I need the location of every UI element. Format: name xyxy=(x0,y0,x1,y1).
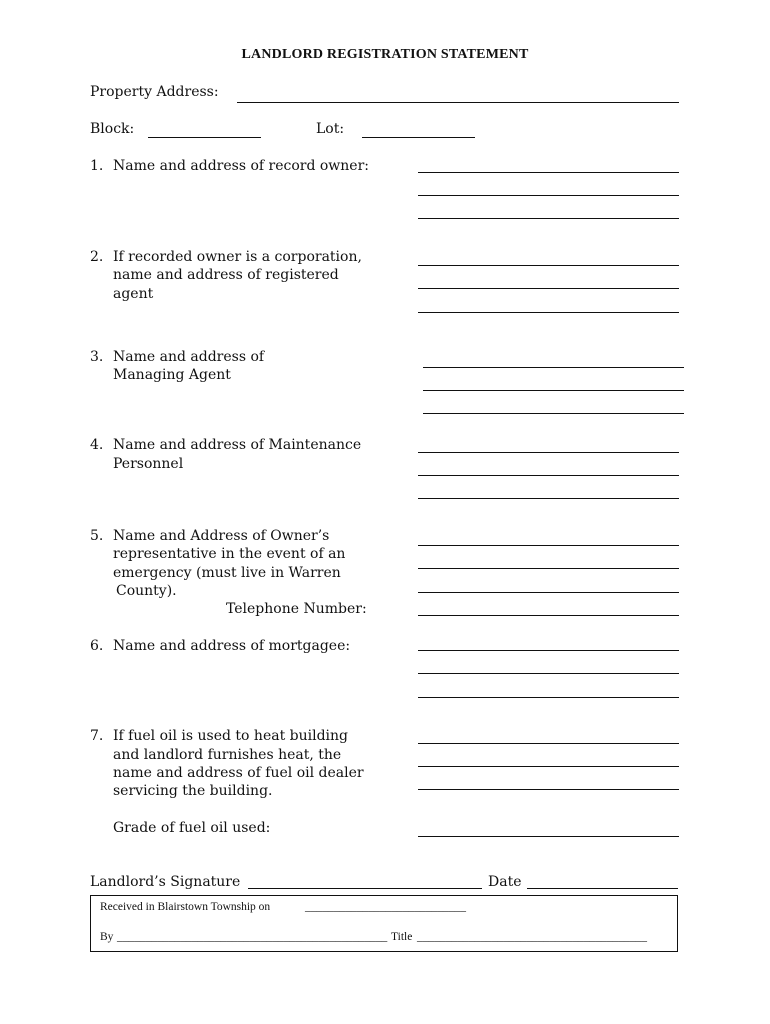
block-label: Block: xyxy=(90,121,135,137)
item-3-field-line[interactable] xyxy=(423,367,684,368)
received-label: Received in Blairstown Township on xyxy=(100,901,271,913)
item-5-label: representative in the event of an xyxy=(113,546,346,562)
item-7-field-line[interactable] xyxy=(418,743,679,744)
item-2-label: If recorded owner is a corporation, xyxy=(113,249,362,265)
item-1-field-line[interactable] xyxy=(418,172,679,173)
title-field[interactable]: ________________________________________ xyxy=(417,931,647,943)
landlord-signature-label: Landlord’s Signature xyxy=(90,874,241,890)
property-address-label: Property Address: xyxy=(90,84,219,100)
item-5-field-line[interactable] xyxy=(418,545,679,546)
telephone-number-field[interactable] xyxy=(418,615,679,616)
grade-fuel-oil-label: Grade of fuel oil used: xyxy=(113,820,271,836)
item-4-number: 4. xyxy=(90,437,104,453)
item-2-label: agent xyxy=(113,286,154,302)
received-date-field[interactable]: ____________________________ xyxy=(305,901,466,913)
item-7-field-line[interactable] xyxy=(418,766,679,767)
item-1-field-line[interactable] xyxy=(418,218,679,219)
date-field[interactable] xyxy=(527,888,678,889)
item-6-number: 6. xyxy=(90,638,104,654)
item-7-field-line[interactable] xyxy=(418,789,679,790)
item-1-field-line[interactable] xyxy=(418,195,679,196)
item-4-field-line[interactable] xyxy=(418,475,679,476)
telephone-number-label: Telephone Number: xyxy=(226,601,367,617)
item-4-label: Personnel xyxy=(113,456,184,472)
item-7-label: servicing the building. xyxy=(113,783,273,799)
item-4-field-line[interactable] xyxy=(418,498,679,499)
item-7-label: If fuel oil is used to heat building xyxy=(113,728,348,744)
landlord-signature-field[interactable] xyxy=(248,888,482,889)
block-field[interactable] xyxy=(148,137,261,138)
item-5-field-line[interactable] xyxy=(418,592,679,593)
document-title: LANDLORD REGISTRATION STATEMENT xyxy=(241,47,529,62)
item-7-label: name and address of fuel oil dealer xyxy=(113,765,364,781)
item-3-label: Managing Agent xyxy=(113,367,231,383)
lot-field[interactable] xyxy=(362,137,475,138)
item-6-field-line[interactable] xyxy=(418,697,679,698)
by-field[interactable]: _______________________________________________ xyxy=(117,931,388,943)
item-7-label: and landlord furnishes heat, the xyxy=(113,747,342,763)
date-label: Date xyxy=(488,874,522,890)
item-1-label: Name and address of record owner: xyxy=(113,158,369,174)
item-4-field-line[interactable] xyxy=(418,452,679,453)
item-6-field-line[interactable] xyxy=(418,650,679,651)
item-3-number: 3. xyxy=(90,349,104,365)
by-label: By xyxy=(100,931,114,943)
item-2-field-line[interactable] xyxy=(418,312,679,313)
item-2-field-line[interactable] xyxy=(418,288,679,289)
grade-fuel-oil-field[interactable] xyxy=(418,836,679,837)
property-address-field[interactable] xyxy=(237,102,679,103)
item-2-number: 2. xyxy=(90,249,104,265)
item-5-label: Name and Address of Owner’s xyxy=(113,528,330,544)
item-5-label: County). xyxy=(116,583,177,599)
item-5-label: emergency (must live in Warren xyxy=(113,565,341,581)
item-6-label: Name and address of mortgagee: xyxy=(113,638,351,654)
item-2-label: name and address of registered xyxy=(113,267,339,283)
item-2-field-line[interactable] xyxy=(418,265,679,266)
item-4-label: Name and address of Maintenance xyxy=(113,437,362,453)
item-5-field-line[interactable] xyxy=(418,568,679,569)
item-3-field-line[interactable] xyxy=(423,413,684,414)
item-5-number: 5. xyxy=(90,528,104,544)
item-3-label: Name and address of xyxy=(113,349,265,365)
item-1-number: 1. xyxy=(90,158,104,174)
item-7-number: 7. xyxy=(90,728,104,744)
item-6-field-line[interactable] xyxy=(418,673,679,674)
lot-label: Lot: xyxy=(316,121,345,137)
item-3-field-line[interactable] xyxy=(423,390,684,391)
title-label: Title xyxy=(391,931,413,943)
